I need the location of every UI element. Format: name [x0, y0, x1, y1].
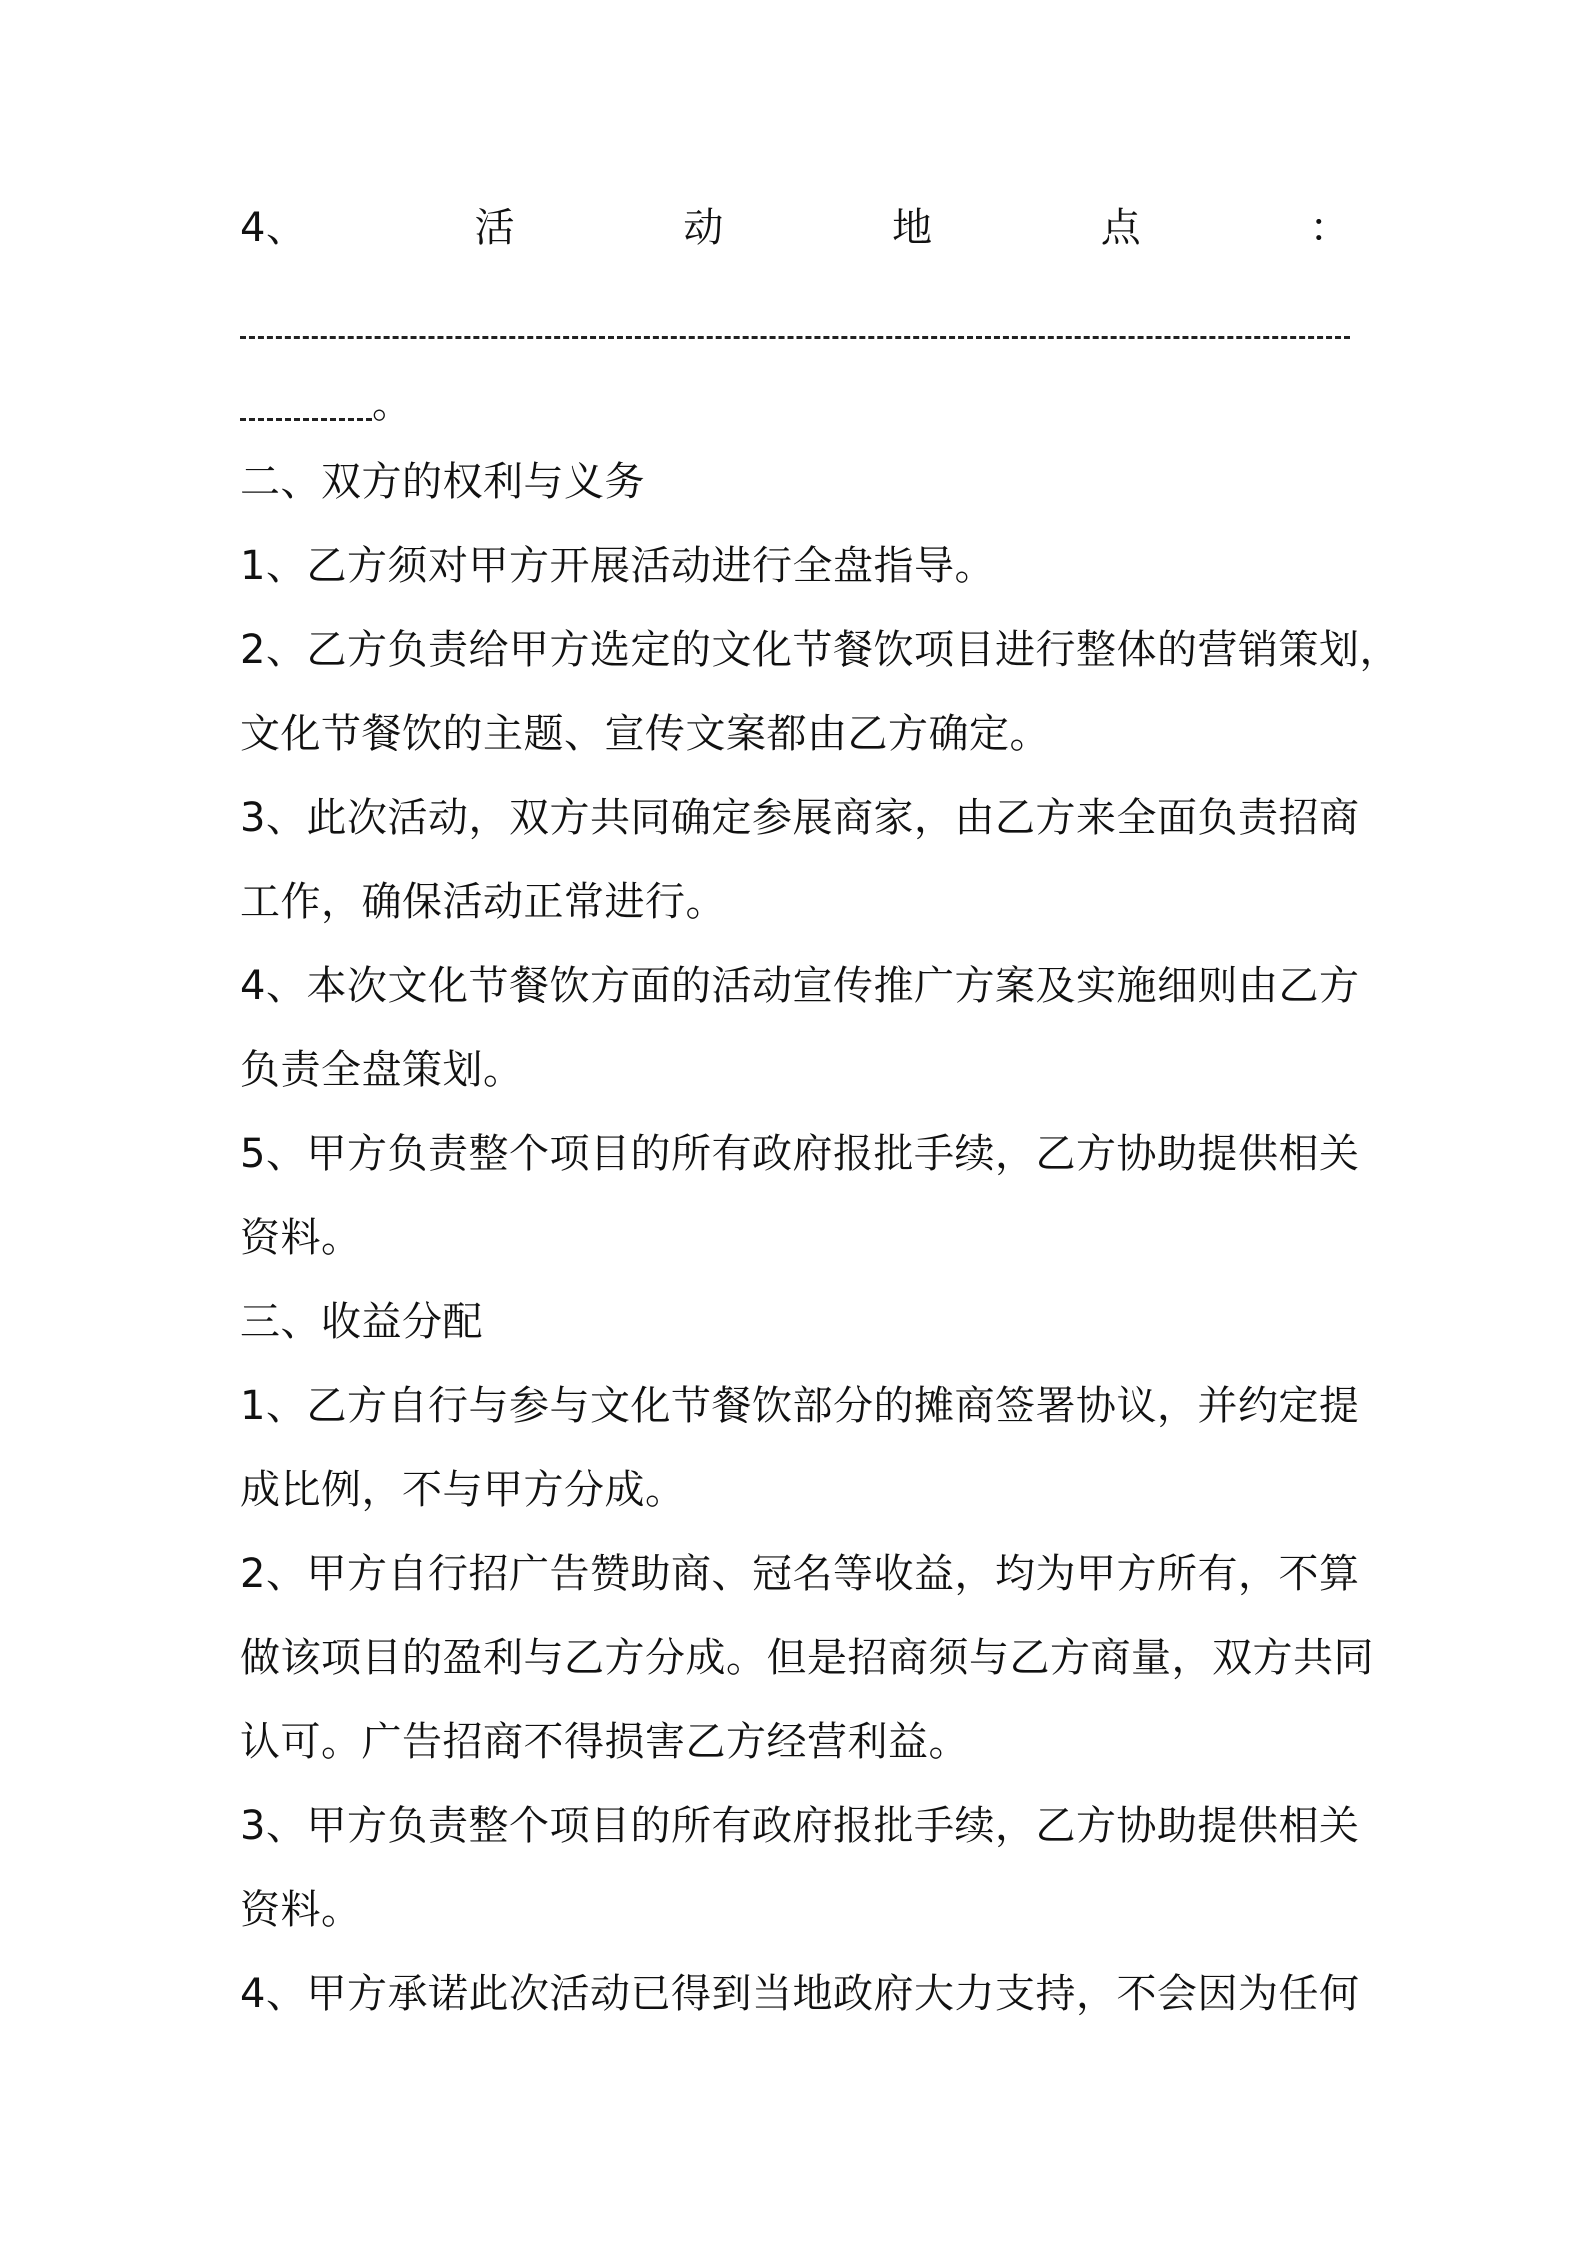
- paragraph-line: 2、乙方负责给甲方选定的文化节餐饮项目进行整体的营销策划，: [240, 627, 1400, 673]
- location-number: 4、: [240, 205, 307, 251]
- paragraph-line: 2、甲方自行招广告赞助商、冠名等收益，均为甲方所有，不算: [240, 1551, 1360, 1597]
- section-heading-revenue: 三、收益分配: [240, 1299, 483, 1345]
- paragraph-line: 认可。广告招商不得损害乙方经营利益。: [240, 1719, 969, 1765]
- paragraph-line: 5、甲方负责整个项目的所有政府报批手续，乙方协助提供相关: [240, 1131, 1360, 1177]
- location-line: [240, 186, 1350, 270]
- blank-underline: [240, 336, 1350, 339]
- paragraph-line: 文化节餐饮的主题、宣传文案都由乙方确定。: [240, 711, 1050, 757]
- paragraph-line: 4、本次文化节餐饮方面的活动宣传推广方案及实施细则由乙方: [240, 963, 1360, 1009]
- paragraph-line: 1、乙方自行与参与文化节餐饮部分的摊商签署协议，并约定提: [240, 1383, 1360, 1429]
- paragraph-line: 工作，确保活动正常进行。: [240, 879, 726, 925]
- blank-end-period: 。: [372, 381, 412, 427]
- location-blank-line: [240, 286, 1350, 370]
- location-colon: ：: [1309, 205, 1350, 251]
- location-char-2: 动: [683, 205, 724, 251]
- paragraph-line: 成比例，不与甲方分成。: [240, 1467, 686, 1513]
- paragraph-line: 资料。: [240, 1215, 362, 1261]
- location-char-4: 点: [1100, 205, 1142, 251]
- paragraph-line: 1、乙方须对甲方开展活动进行全盘指导。: [240, 543, 995, 589]
- paragraph-line: 资料。: [240, 1887, 362, 1933]
- paragraph-line: 3、甲方负责整个项目的所有政府报批手续，乙方协助提供相关: [240, 1803, 1360, 1849]
- location-char-1: 活: [474, 205, 516, 251]
- location-blank-end: [240, 362, 412, 446]
- section-heading-rights: 二、双方的权利与义务: [240, 459, 645, 505]
- blank-underline-short: [240, 418, 372, 421]
- paragraph-line: 做该项目的盈利与乙方分成。但是招商须与乙方商量，双方共同: [240, 1635, 1374, 1681]
- paragraph-line: 负责全盘策划。: [240, 1047, 524, 1093]
- paragraph-line: 4、甲方承诺此次活动已得到当地政府大力支持，不会因为任何: [240, 1971, 1360, 2017]
- paragraph-line: 3、此次活动，双方共同确定参展商家，由乙方来全面负责招商: [240, 795, 1360, 841]
- location-char-3: 地: [892, 205, 933, 251]
